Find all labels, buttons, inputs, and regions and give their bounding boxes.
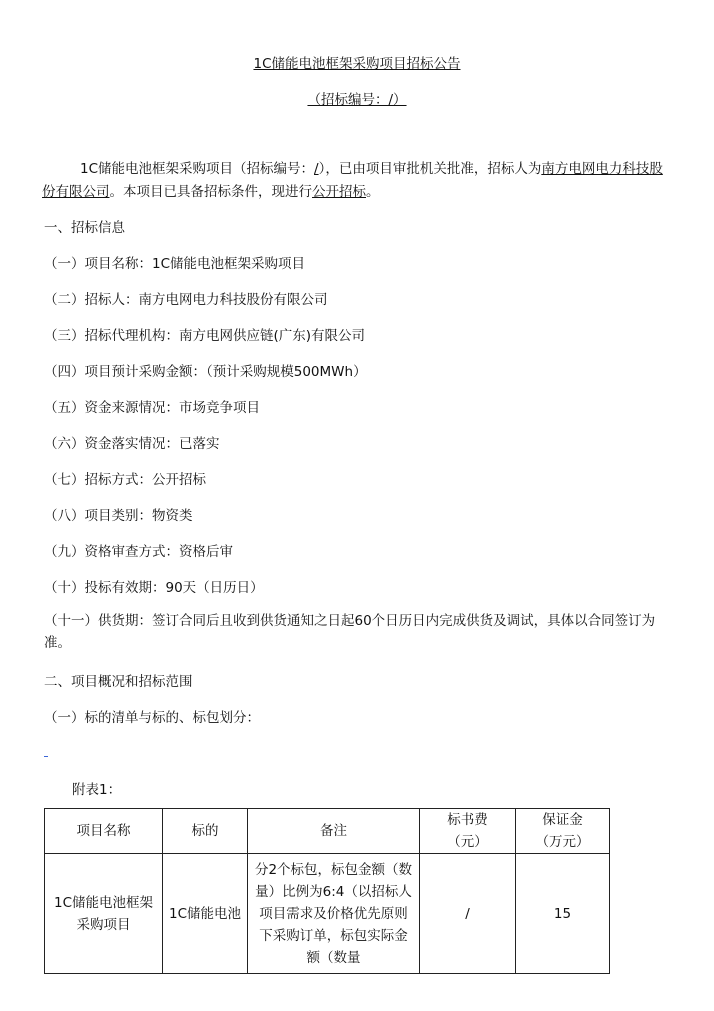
intro-method: 公开招标 (312, 184, 366, 200)
info-item-9: （九）资格审查方式：资格后审 (44, 544, 233, 560)
anchor-mark (44, 756, 48, 757)
table-header-row (45, 809, 610, 854)
tender-number-text: （招标编号：/） (307, 92, 407, 108)
info-item-6: （六）资金落实情况：已落实 (44, 436, 220, 452)
info-item-8: （八）项目类别：物资类 (44, 508, 193, 524)
section2-heading: 二、项目概况和招标范围 (44, 674, 193, 690)
header-fee-line2: （元） (447, 834, 488, 850)
cell-subject: 1C储能电池 (163, 854, 248, 974)
header-deposit-line1: 保证金 (542, 812, 583, 828)
header-project-name: 项目名称 (45, 809, 163, 854)
info-item-10: （十）投标有效期：90天（日历日） (44, 580, 264, 596)
header-fee (420, 809, 516, 854)
info-item-5: （五）资金来源情况：市场竞争项目 (44, 400, 260, 416)
info-item-4: （四）项目预计采购金额：（预计采购规模500MWh） (44, 364, 367, 380)
supply-period: （十一）供货期：签订合同后且收到供货通知之日起60个日历日内完成供货及调试，具体以合同签订为准。 (44, 613, 656, 651)
cell-fee: / (420, 854, 516, 974)
header-fee-line1: 标书费 (447, 812, 488, 828)
info-item-7: （七）招标方式：公开招标 (44, 472, 206, 488)
intro-tender-code: / (314, 161, 319, 177)
header-deposit-line2: （万元） (535, 834, 590, 850)
cell-notes: 分2个标包，标包金额（数量）比例为6:4（以招标人项目需求及价格优先原则下采购订单，标包实际金额（数量 (248, 854, 420, 974)
header-deposit (516, 809, 610, 854)
section2-sub1: （一）标的清单与标的、标包划分： (44, 710, 260, 726)
info-item-1: （一）项目名称：1C储能电池框架采购项目 (44, 256, 306, 272)
table-row (45, 854, 610, 974)
intro-part-3: 。本项目已具备招标条件，现进行 (109, 184, 312, 200)
intro-part-1: 1C储能电池框架采购项目（招标编号： (80, 161, 315, 177)
info-item-2: （二）招标人：南方电网电力科技股份有限公司 (44, 292, 328, 308)
tender-number (0, 88, 714, 108)
intro-paragraph (42, 158, 672, 204)
header-notes: 备注 (248, 809, 420, 854)
section1-heading: 一、招标信息 (44, 220, 125, 236)
info-item-3: （三）招标代理机构：南方电网供应链(广东)有限公司 (44, 328, 366, 344)
annex-label: 附表1： (72, 782, 122, 798)
cell-project-name: 1C储能电池框架采购项目 (45, 854, 163, 974)
bid-table (44, 808, 610, 974)
intro-tenderer: 南方电网电力科技股份有限公司 (42, 161, 663, 200)
header-subject: 标的 (163, 809, 248, 854)
document-title: 1C储能电池框架采购项目招标公告 (253, 56, 461, 72)
intro-part-4: 。 (366, 184, 380, 200)
intro-part-2: ），已由项目审批机关批准，招标人为 (318, 161, 542, 177)
cell-deposit: 15 (516, 854, 610, 974)
